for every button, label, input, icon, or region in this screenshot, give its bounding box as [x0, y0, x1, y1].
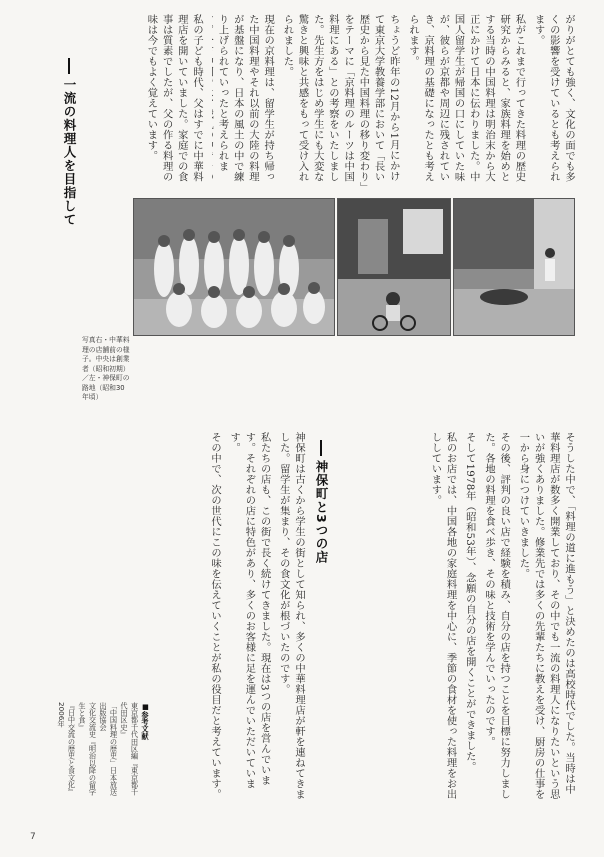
- photo-market-image: [454, 199, 574, 335]
- reference-item: 「中国料理の歴史」日本放送出版協会: [99, 702, 119, 796]
- section-heading-2: 神保町と3つの店: [312, 440, 330, 564]
- photo-market-street: [453, 198, 575, 336]
- lower-paragraph: そうした中で、「料理の道に進もう」と決めたのは高校時代でした。当時は中華料理店が数多く開業しており、その中でも一流の料理人になりたいという思いが強くありました。修業先では多くの先輩たちに教えを受け、厨房の仕事を一から身につけていきました。: [517, 432, 575, 800]
- page-number: 7: [30, 832, 36, 842]
- reference-item: 文化交流史『明治以降の留学生と食』: [78, 702, 98, 796]
- lower-left-text-block: [156, 432, 306, 802]
- lower-paragraph: 私のお店では、中国各地の家庭料理を中心に、季節の食材を使った料理をお出ししています。: [429, 432, 457, 800]
- upper-left-paragraph: 私の子ども時代、父はすでに中華料理店を開いていました。家庭での食事は質素でしたが、父の作る料理の味は今でもよく覚えています。: [145, 14, 203, 182]
- lower-left-paragraph: その中で、次の世代にこの味を伝えていくことが私の役目だと考えています。: [208, 432, 221, 800]
- upper-paragraph: ちょうど昨年の12月から1月にかけて東京大学教養学部において「長い歴史から見た中国料理の移り変わり」をテーマに「京料理のルーツは中国料理にある」との考察をいたしました。先生方をはじめ学生にも大変な驚きと興味と共感をもって受け入れられました。: [281, 14, 400, 188]
- upper-paragraph: 現在の京料理は、留学生が持ち帰った中国料理やそれ以前の大陸の料理が基盤になり、日本の風土の中で練り上げられていったと考えられま: [216, 14, 275, 182]
- upper-left-text-block: [32, 14, 204, 190]
- section-heading-1: 一流の料理人を目指して: [60, 58, 78, 227]
- photo-group-cooks: [133, 198, 335, 336]
- lower-left-paragraph: 神保町は古くから学生の街として知られ、多くの中華料理店が軒を連ねてきました。留学生が集まり、その食文化が根づいたのです。: [277, 432, 305, 800]
- photo-street-image: [338, 199, 450, 335]
- photo-cooks-image: [134, 199, 334, 335]
- reference-item: 『日中交流の歴史と食文化』2006年: [57, 702, 77, 796]
- photo-street-child: [337, 198, 451, 336]
- lower-right-text-block: [338, 432, 576, 802]
- lower-paragraph: そして1978年（昭和53年）、念願の自分の店を開くことができました。: [463, 432, 476, 772]
- upper-paragraph: 私がこれまで行ってきた料理の歴史研究からみると、家族料理を始めとする当時の中国料理は明治末から大正にかけて日本に伝わりました。中国人留学生が帰国の口にしていた味が、彼らが京都や周辺に残されていき、京料理の基礎になったとも考えられます。: [406, 14, 526, 182]
- upper-text-block: [212, 14, 576, 190]
- lower-paragraph: その後、評判の良い店で経験を積み、自分の店を持つことを目標に努力しました。各地の料理を食べ歩き、その味と技術を学んでいったのです。: [482, 432, 511, 800]
- references-block: [32, 702, 150, 802]
- reference-item: 東京都千代田区編『東京都千代田区史』: [120, 702, 140, 796]
- lower-left-paragraph: 私たちの店も、この街で長く続けてきました。現在は3つの店を営んでいます。それぞれの店に特色があり、多くのお客様に足を運んでいただいています。: [228, 432, 271, 789]
- photo-caption: 写真右・中華料理の店舗前の様子。中央は創業者（昭和初期）／左・神保町の路地（昭和30年頃）: [82, 336, 130, 401]
- upper-paragraph: がりがとても強く、文化の面でも多くの影響を受けているとも考えられます。: [532, 14, 575, 182]
- references-title: ■参考文献: [141, 702, 150, 740]
